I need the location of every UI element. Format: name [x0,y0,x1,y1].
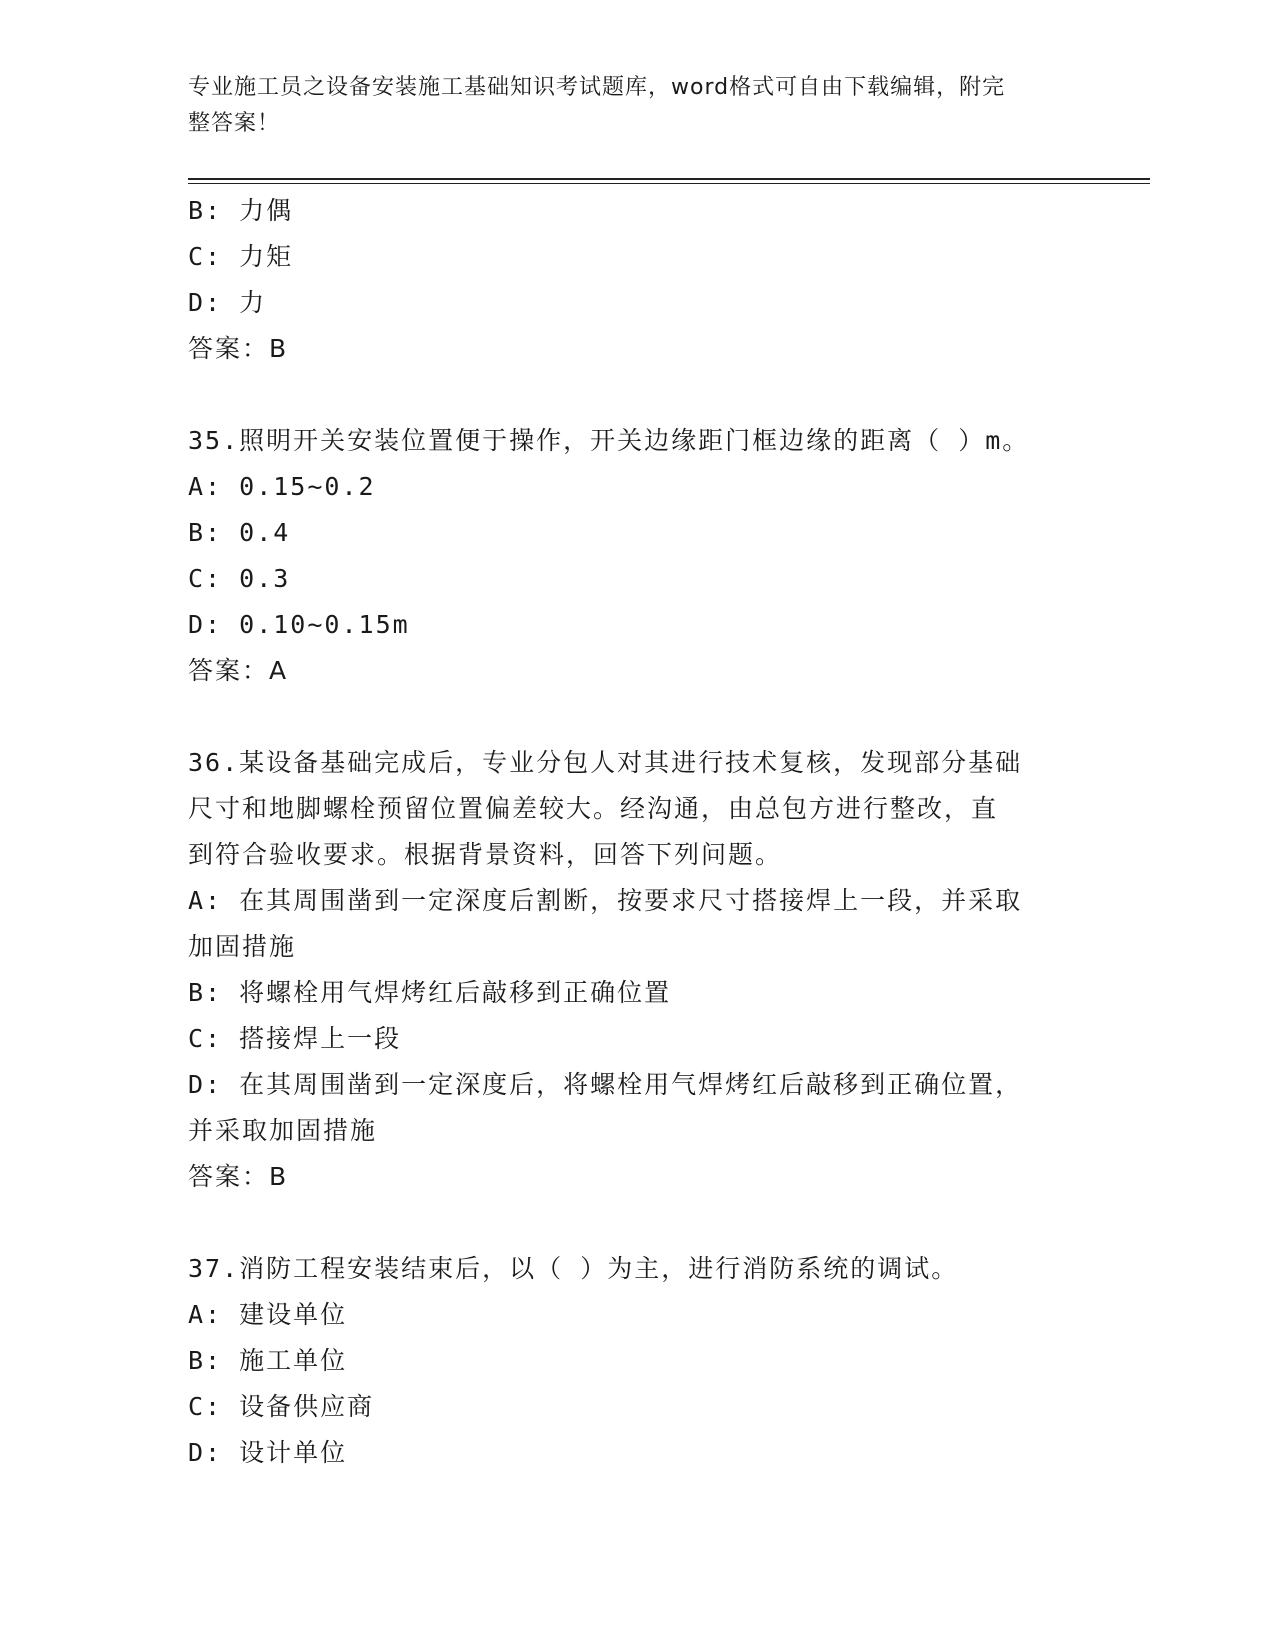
option-c: C: 力矩 [188,242,294,271]
option-d: D: 0.10~0.15m [188,610,410,639]
answer: 答案：B [188,1162,289,1191]
spacer [188,1200,1088,1246]
option-a: A: 建设单位 [188,1300,348,1329]
option-a-line2: 加固措施 [188,932,297,961]
question-stem-line3: 到符合验收要求。根据背景资料，回答下列问题。 [188,840,783,869]
header-title-line2: 整答案！ [188,111,281,136]
header-title-line1: 专业施工员之设备安装施工基础知识考试题库，word格式可自由下载编辑，附完 [188,75,1006,100]
spacer [188,694,1088,740]
header-divider-thin [188,183,1150,184]
option-a-line1: A: 在其周围凿到一定深度后割断，按要求尺寸搭接焊上一段，并采取 [188,886,1023,915]
answer: 答案：A [188,656,289,685]
question-stem: 37.消防工程安装结束后，以（ ）为主，进行消防系统的调试。 [188,1254,959,1283]
answer: 答案：B [188,334,289,363]
option-d-line2: 并采取加固措施 [188,1116,378,1145]
question-35 [188,418,1088,694]
question-stem-line2: 尺寸和地脚螺栓预留位置偏差较大。经沟通，由总包方进行整改，直 [188,794,999,823]
spacer [188,372,1088,418]
page-header [188,70,1068,142]
option-d: D: 力 [188,288,267,317]
option-c: C: 搭接焊上一段 [188,1024,402,1053]
header-divider [188,178,1150,180]
option-c: C: 设备供应商 [188,1392,375,1421]
question-37 [188,1246,1088,1476]
question-stem-line1: 36.某设备基础完成后，专业分包人对其进行技术复核，发现部分基础 [188,748,1023,777]
question-list [188,188,1088,1476]
question-36 [188,740,1088,1200]
option-b: B: 施工单位 [188,1346,348,1375]
question-34 [188,188,1088,372]
option-d: D: 设计单位 [188,1438,348,1467]
option-b: B: 0.4 [188,518,291,547]
option-b: B: 力偶 [188,196,294,225]
question-stem: 35.照明开关安装位置便于操作，开关边缘距门框边缘的距离（ ）m。 [188,426,1030,455]
option-d-line1: D: 在其周围凿到一定深度后，将螺栓用气焊烤红后敲移到正确位置， [188,1070,1023,1099]
option-b: B: 将螺栓用气焊烤红后敲移到正确位置 [188,978,672,1007]
option-a: A: 0.15~0.2 [188,472,376,501]
option-c: C: 0.3 [188,564,291,593]
